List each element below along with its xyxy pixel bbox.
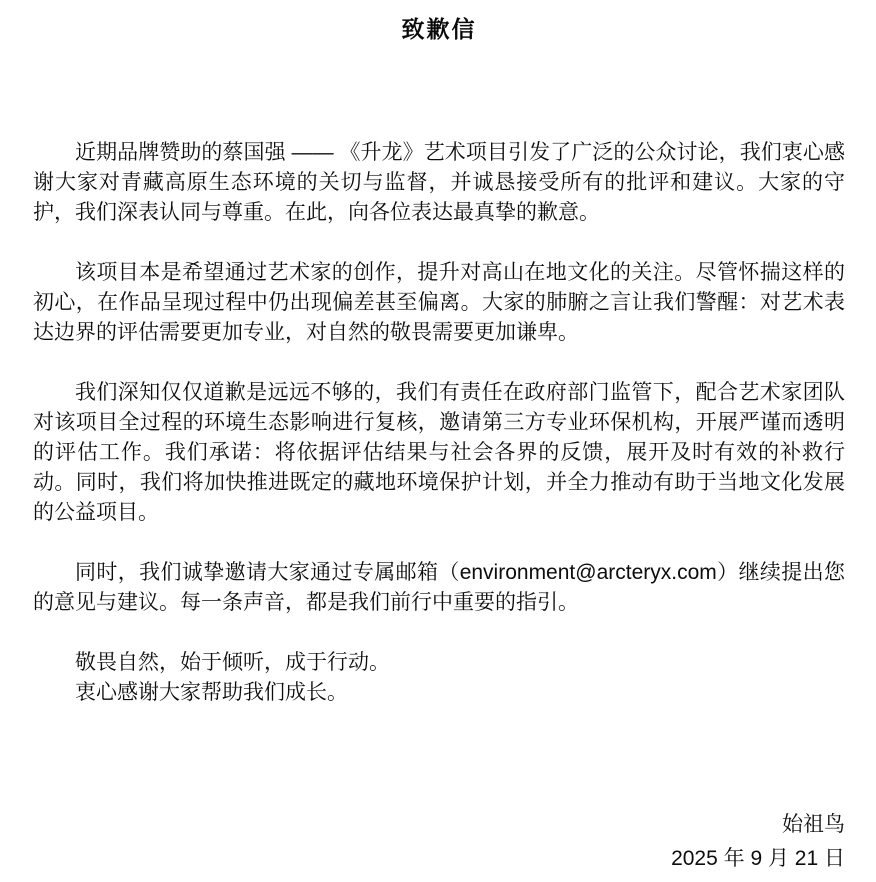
- closing-line-1: 敬畏自然，始于倾听，成于行动。: [75, 651, 390, 674]
- page-title: 致歉信: [401, 16, 477, 42]
- signature-block: [33, 808, 845, 876]
- letter-paragraph-2: 该项目本是希望通过艺术家的创作，提升对高山在地文化的关注。尽管怀揣这样的初心，在作品呈现过程中仍出现偏差甚至偏离。大家的肺腑之言让我们警醒：对艺术表达边界的评估需要更加专业，对自然的敬畏需要更加谦卑。: [33, 261, 845, 344]
- signature: 始祖鸟: [782, 813, 845, 836]
- letter-paragraph-3: 我们深知仅仅道歉是远远不够的，我们有责任在政府部门监管下，配合艺术家团队对该项目全过程的环境生态影响进行复核，邀请第三方专业环保机构，开展严谨而透明的评估工作。我们承诺：将依据评估结果与社会各界的反馈，展开及时有效的补救行动。同时，我们将加快推进既定的藏地环境保护计划，并全力推动有助于当地文化发展的公益项目。: [33, 381, 845, 524]
- letter-paragraph-1: 近期品牌赞助的蔡国强 —— 《升龙》艺术项目引发了广泛的公众讨论，我们衷心感谢大家对青藏高原生态环境的关切与监督，并诚恳接受所有的批评和建议。大家的守护，我们深表认同与尊重。在此，向各位表达最真挚的歉意。: [33, 141, 845, 224]
- closing-line-2: 衷心感谢大家帮助我们成长。: [75, 681, 348, 704]
- closing-block: [33, 648, 845, 708]
- signature-date: 2025 年 9 月 21 日: [671, 847, 845, 870]
- letter-paragraph-4: 同时，我们诚挚邀请大家通过专属邮箱（environment@arcteryx.com）继续提出您的意见与建议。每一条声音，都是我们前行中重要的指引。: [33, 561, 845, 614]
